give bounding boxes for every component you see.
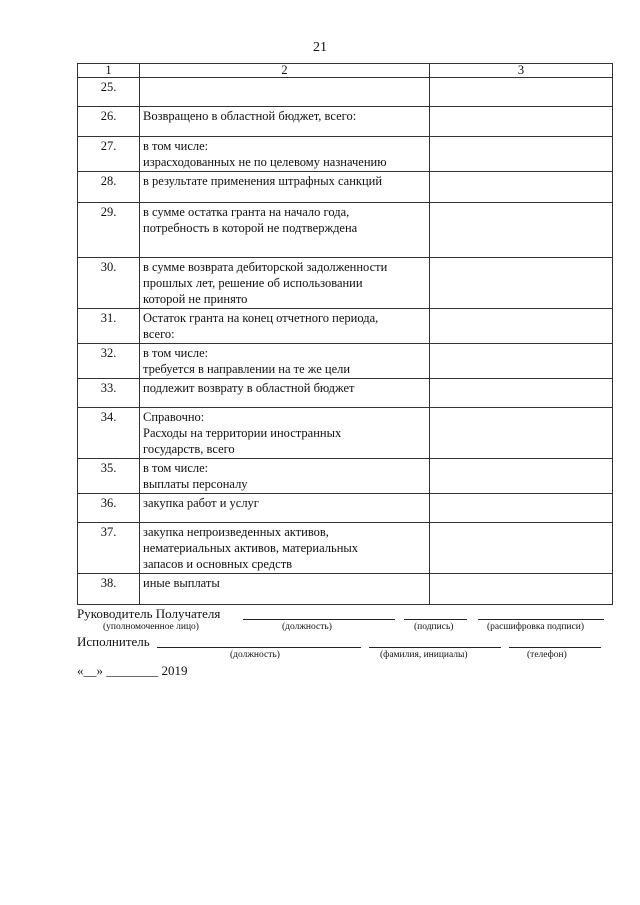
row-description: Остаток гранта на конец отчетного периода, всего: xyxy=(140,309,430,344)
row-number: 33. xyxy=(78,379,140,408)
row-number: 34. xyxy=(78,408,140,459)
caption-executor-name: (фамилия, инициалы) xyxy=(380,650,468,660)
head-name-line xyxy=(478,619,604,620)
table-row xyxy=(78,459,613,494)
row-value xyxy=(430,137,613,172)
caption-signature-decoding: (расшифровка подписи) xyxy=(487,622,584,632)
row-value xyxy=(430,459,613,494)
table-row xyxy=(78,203,613,258)
row-value xyxy=(430,494,613,523)
row-value xyxy=(430,344,613,379)
row-value xyxy=(430,258,613,309)
row-value xyxy=(430,408,613,459)
caption-signature: (подпись) xyxy=(414,622,454,632)
row-description: в сумме остатка гранта на начало года, потребность в которой не подтверждена xyxy=(140,203,430,258)
table-row xyxy=(78,309,613,344)
table-row xyxy=(78,137,613,172)
header-row xyxy=(78,64,613,78)
row-value xyxy=(430,379,613,408)
row-value xyxy=(430,172,613,203)
row-number: 37. xyxy=(78,523,140,574)
table-row xyxy=(78,258,613,309)
head-position-line xyxy=(243,619,395,620)
row-value xyxy=(430,107,613,137)
row-description: иные выплаты xyxy=(140,574,430,605)
row-number: 29. xyxy=(78,203,140,258)
row-description: в результате применения штрафных санкций xyxy=(140,172,430,203)
row-description: Возвращено в областной бюджет, всего: xyxy=(140,107,430,137)
row-description: закупка работ и услуг xyxy=(140,494,430,523)
row-value xyxy=(430,309,613,344)
row-number: 26. xyxy=(78,107,140,137)
row-description: Справочно: Расходы на территории иностранных государств, всего xyxy=(140,408,430,459)
page-number: 21 xyxy=(313,40,327,55)
row-number: 32. xyxy=(78,344,140,379)
date-line: «__» ________ 2019 xyxy=(77,663,188,678)
row-value xyxy=(430,574,613,605)
row-value xyxy=(430,203,613,258)
table-row xyxy=(78,344,613,379)
column-header: 2 xyxy=(140,64,430,78)
caption-position: (должность) xyxy=(282,622,332,632)
table-row xyxy=(78,494,613,523)
table-row xyxy=(78,78,613,107)
column-header: 3 xyxy=(430,64,613,78)
row-number: 28. xyxy=(78,172,140,203)
caption-executor-phone: (телефон) xyxy=(527,650,567,660)
caption-executor-position: (должность) xyxy=(230,650,280,660)
row-number: 30. xyxy=(78,258,140,309)
row-number: 27. xyxy=(78,137,140,172)
executor-position-line xyxy=(157,647,361,648)
row-description: в сумме возврата дебиторской задолженности прошлых лет, решение об использовании которой не принято xyxy=(140,258,430,309)
executor-label: Исполнитель xyxy=(77,634,150,649)
row-number: 38. xyxy=(78,574,140,605)
row-value xyxy=(430,523,613,574)
row-number: 35. xyxy=(78,459,140,494)
row-number: 31. xyxy=(78,309,140,344)
table-row xyxy=(78,574,613,605)
table-row xyxy=(78,172,613,203)
column-header: 1 xyxy=(78,64,140,78)
report-table xyxy=(77,63,613,605)
row-description: в том числе: требуется в направлении на те же цели xyxy=(140,344,430,379)
row-description xyxy=(140,78,430,107)
head-label: Руководитель Получателя xyxy=(77,606,221,621)
row-description: закупка непроизведенных активов, нематериальных активов, материальных запасов и основных средств xyxy=(140,523,430,574)
head-signature-line xyxy=(404,619,467,620)
row-description: подлежит возврату в областной бюджет xyxy=(140,379,430,408)
executor-name-line xyxy=(369,647,501,648)
caption-authorized: (уполномоченное лицо) xyxy=(103,622,199,632)
row-number: 25. xyxy=(78,78,140,107)
row-number: 36. xyxy=(78,494,140,523)
row-value xyxy=(430,78,613,107)
table-row xyxy=(78,523,613,574)
row-description: в том числе: израсходованных не по целевому назначению xyxy=(140,137,430,172)
row-description: в том числе: выплаты персоналу xyxy=(140,459,430,494)
table-row xyxy=(78,408,613,459)
table-row xyxy=(78,379,613,408)
table-row xyxy=(78,107,613,137)
executor-phone-line xyxy=(509,647,601,648)
